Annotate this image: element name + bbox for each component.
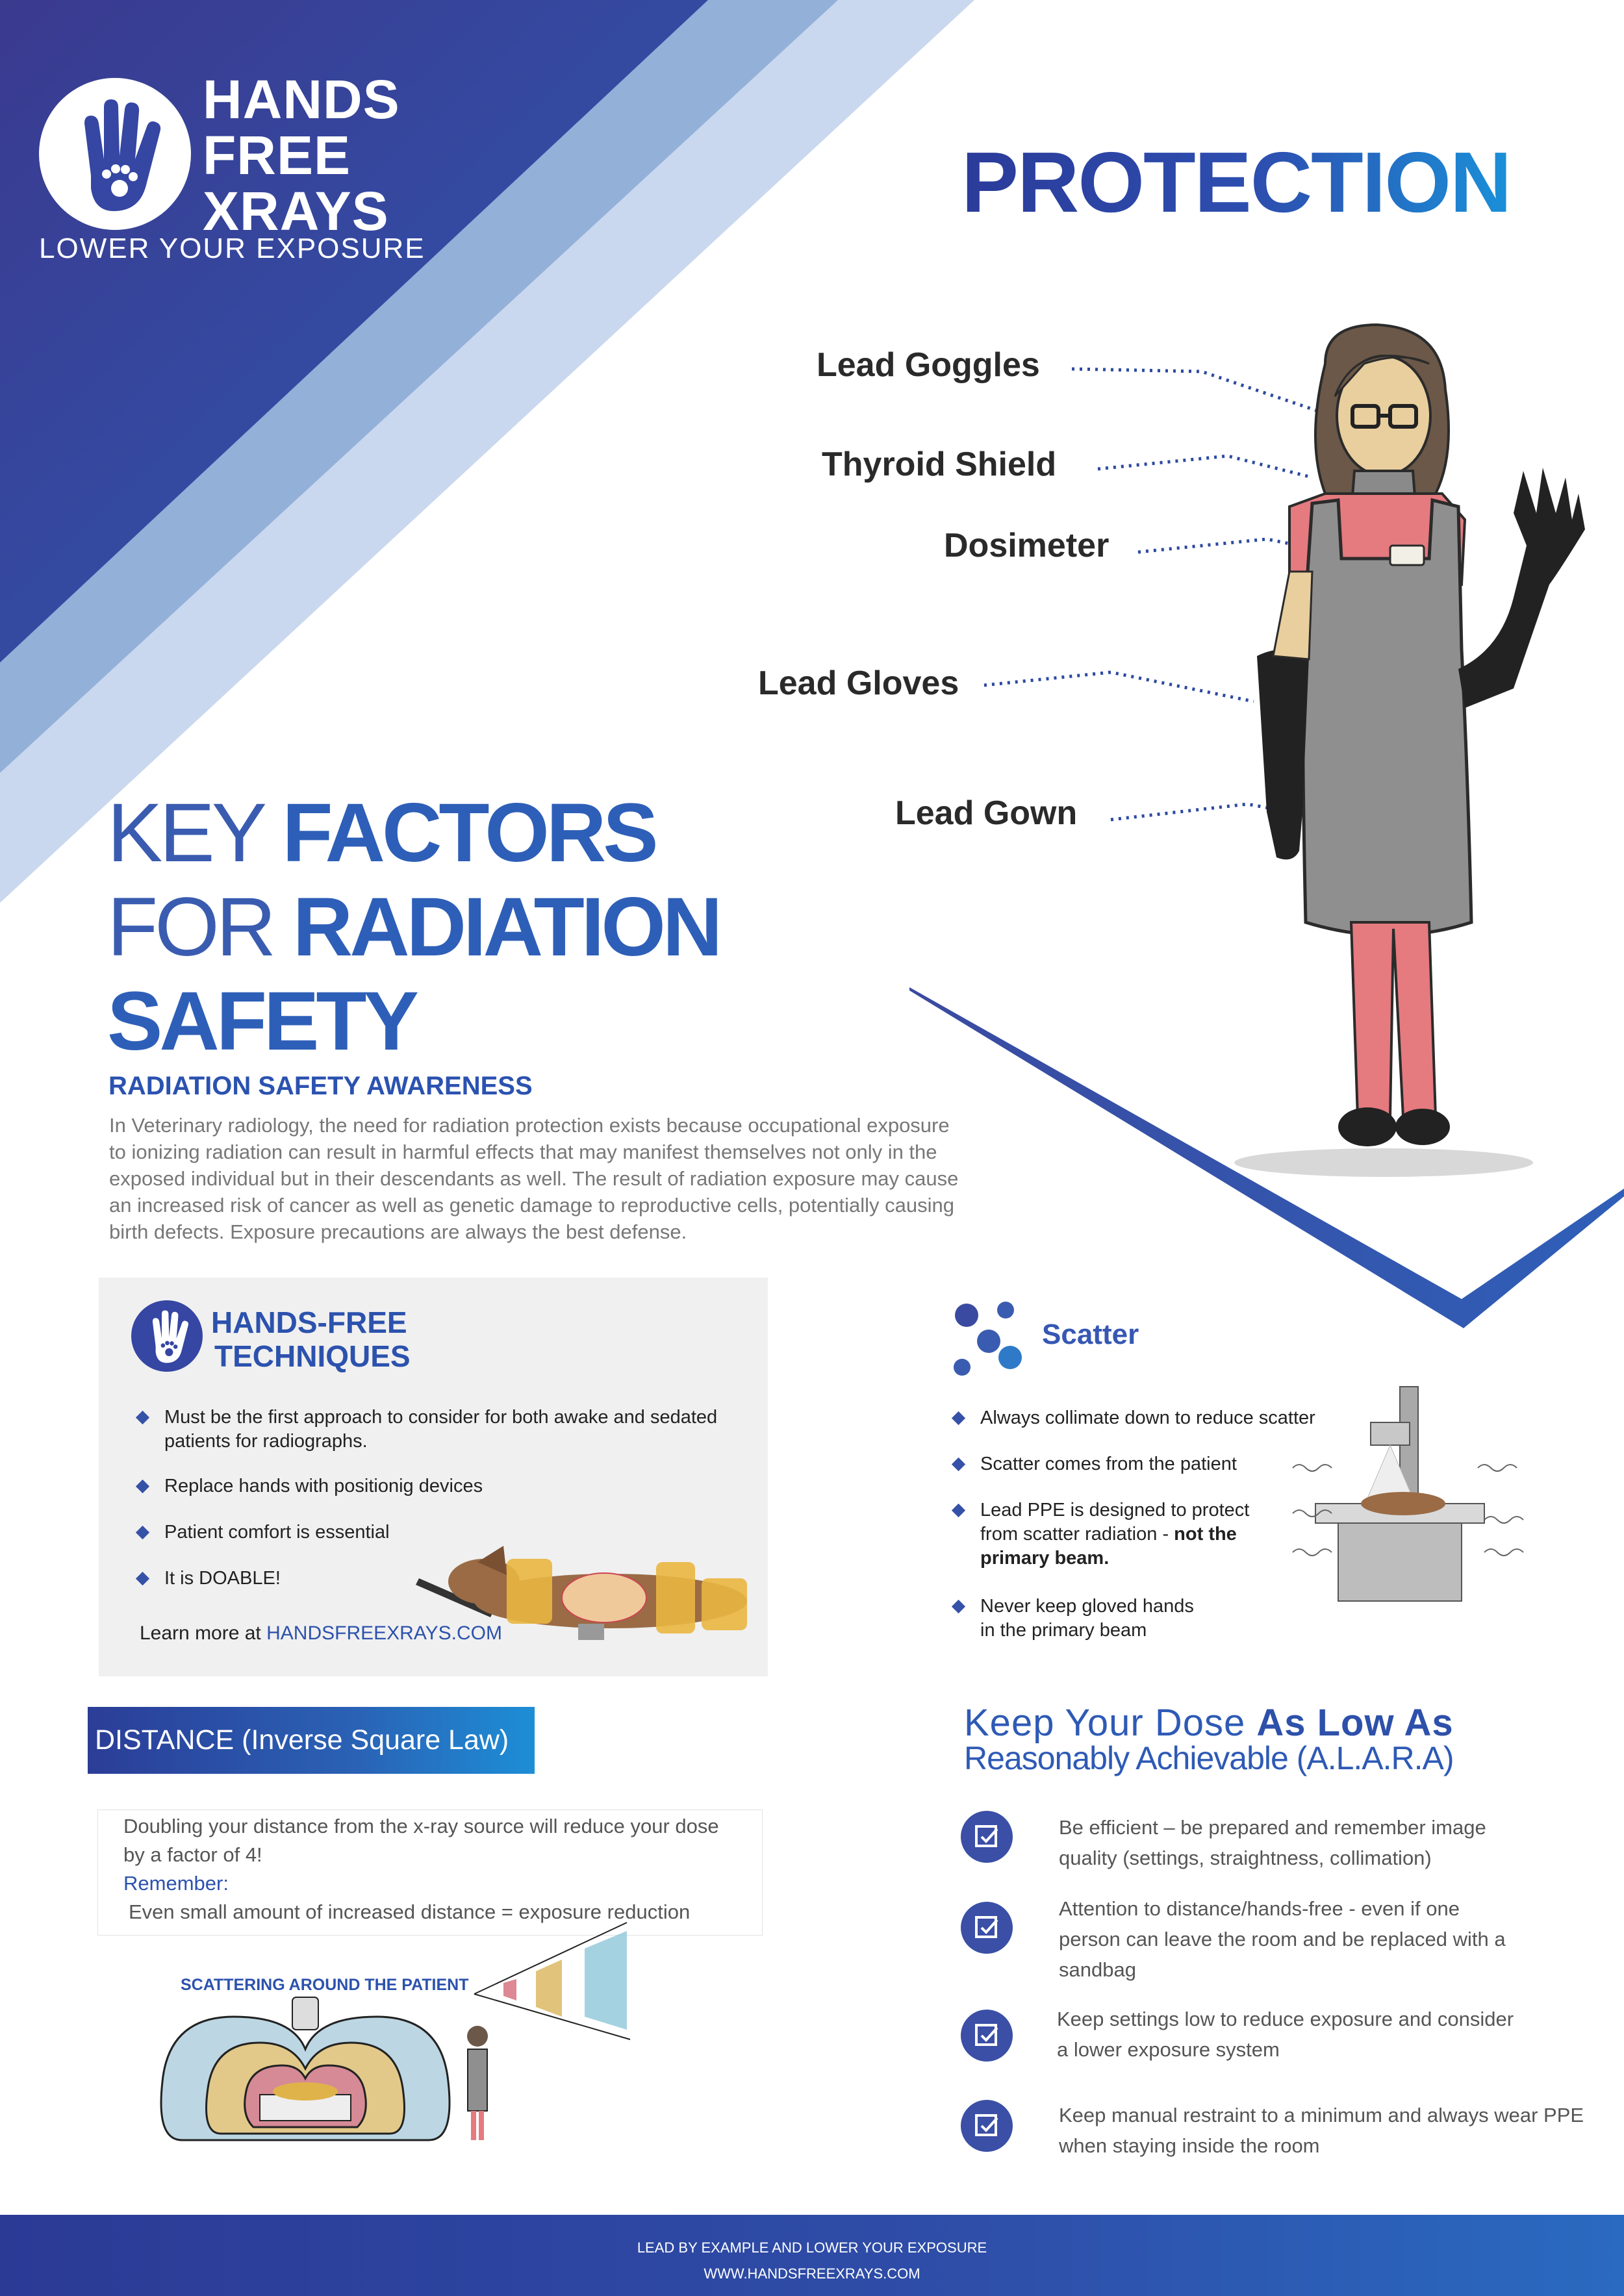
bullet-text: Lead PPE is designed to protect — [980, 1500, 1250, 1520]
bullet-diamond-icon — [136, 1526, 149, 1539]
awareness-line: an increased risk of cancer as well as genetic damage to reproductive cells, potentially causing — [109, 1194, 954, 1217]
bullet-diamond-icon — [136, 1411, 149, 1424]
bullet-text — [980, 1522, 1249, 1546]
bullet-text: patients for radiographs. — [164, 1431, 368, 1452]
xray-tube — [292, 1997, 318, 2030]
bullet-text-span: from scatter radiation - — [980, 1524, 1169, 1545]
stand — [578, 1624, 604, 1640]
lead-gown — [1302, 500, 1471, 935]
protection-title: PROTECTION — [961, 134, 1511, 230]
hands-free-badge — [131, 1300, 203, 1372]
dog-positioning-illustration — [416, 1513, 767, 1650]
bullet-text: Never keep gloved hands — [980, 1596, 1194, 1617]
distance-line: by a factor of 4! — [123, 1843, 262, 1866]
table-base — [1338, 1523, 1462, 1601]
alara-item — [1059, 2100, 1584, 2161]
checkbox-icon — [961, 2100, 1013, 2152]
xray-machine-illustration — [1289, 1383, 1536, 1630]
distance-remember: Remember: — [123, 1872, 229, 1895]
key-factors-line1: KEY FACTORS — [107, 787, 655, 879]
leader-goggles — [1072, 369, 1332, 416]
hand-paw-icon — [131, 1300, 203, 1372]
hands-free-title-1: HANDS-FREE — [211, 1306, 407, 1339]
logo-tagline: LOWER YOUR EXPOSURE — [39, 233, 425, 264]
hands-free-bullet — [138, 1520, 390, 1545]
alara-item-text: sandbag — [1059, 1958, 1136, 1981]
awareness-line: exposed individual but in their descendants as well. The result of radiation exposure may cause — [109, 1167, 959, 1190]
alara-title-line2: Reasonably Achievable (A.L.A.R.A) — [964, 1740, 1454, 1776]
alara-item-text: Keep settings low to reduce exposure and consider — [1057, 2008, 1514, 2030]
foam-wedge — [656, 1562, 695, 1634]
label-dosimeter: Dosimeter — [944, 527, 1110, 564]
bullet-text: It is DOABLE! — [164, 1568, 281, 1589]
label-lead-goggles: Lead Goggles — [817, 346, 1040, 384]
scatter-bullet — [954, 1452, 1237, 1476]
alara-item — [1059, 1893, 1506, 1985]
bullet-bold-text: primary beam. — [980, 1548, 1110, 1569]
right-lead-glove — [1458, 468, 1585, 708]
bullet-text: Patient comfort is essential — [164, 1522, 390, 1543]
dosimeter-badge — [1390, 546, 1424, 565]
bullet-text: Replace hands with positionig devices — [164, 1476, 483, 1496]
figure-shadow — [1234, 1148, 1533, 1177]
awareness-title: RADIATION SAFETY AWARENESS — [108, 1072, 533, 1100]
awareness-paragraph — [109, 1112, 958, 1245]
footer-slogan: LEAD BY EXAMPLE AND LOWER YOUR EXPOSURE — [637, 2239, 987, 2256]
scatter-title: Scatter — [1042, 1318, 1139, 1350]
bullet-bold-text: not the — [1174, 1524, 1237, 1545]
bullet-diamond-icon — [952, 1600, 965, 1613]
alara-title-line1 — [964, 1701, 1454, 1745]
alara-item-text: a lower exposure system — [1057, 2038, 1280, 2061]
alara-title-bold: As Low As — [1256, 1702, 1454, 1744]
distance-text — [123, 1812, 719, 1926]
bullet-text: Scatter comes from the patient — [980, 1454, 1237, 1474]
bullet-text: in the primary beam — [980, 1620, 1147, 1641]
logo-word-2: FREE — [203, 125, 351, 186]
alara-item-text: Keep manual restraint to a minimum and always wear PPE — [1059, 2104, 1584, 2126]
scattering-diagram — [143, 1919, 663, 2179]
distance-line: Even small amount of increased distance = exposure reduction — [129, 1900, 691, 1923]
bullet-diamond-icon — [136, 1572, 149, 1585]
bullet-diamond-icon — [952, 1457, 965, 1471]
scatter-bullet — [954, 1595, 1194, 1643]
alara-item-text: Attention to distance/hands-free - even if one — [1059, 1897, 1460, 1920]
rib-cage — [562, 1573, 646, 1622]
left-lead-glove — [1257, 650, 1309, 859]
hands-free-title-2: TECHNIQUES — [214, 1339, 411, 1373]
scatter-bullet — [954, 1498, 1249, 1571]
scatter-dots-icon — [948, 1296, 1033, 1377]
logo-word-1: HANDS — [203, 69, 400, 130]
learn-more-link[interactable]: HANDSFREEXRAYS.COM — [266, 1622, 502, 1644]
learn-more-text: Learn more at — [140, 1622, 261, 1644]
right-shoe — [1395, 1109, 1450, 1145]
scattering-diagram-title: SCATTERING AROUND THE PATIENT — [181, 1976, 469, 1994]
awareness-line: In Veterinary radiology, the need for radiation protection exists because occupational exposure — [109, 1114, 950, 1137]
distance-banner: DISTANCE (Inverse Square Law) — [88, 1707, 535, 1774]
label-lead-gloves: Lead Gloves — [758, 664, 959, 702]
hands-free-bullet — [138, 1406, 761, 1454]
alara-item-text: person can leave the room and be replaced with a — [1059, 1928, 1506, 1950]
hands-free-bullet — [138, 1474, 483, 1498]
key-factors-line2: FOR RADIATION — [107, 881, 720, 974]
checkbox-icon — [961, 1902, 1013, 1954]
bullet-text: Must be the first approach to consider for both awake and sedated — [164, 1407, 718, 1428]
inverse-square-cones — [474, 1923, 630, 2039]
checkbox-icon — [961, 2010, 1013, 2062]
alara-item — [1057, 2004, 1514, 2065]
distance-line: Doubling your distance from the x-ray source will reduce your dose — [123, 1815, 719, 1837]
foam-wedge — [507, 1559, 552, 1624]
alara-item-text: when staying inside the room — [1059, 2134, 1320, 2157]
label-lead-gown: Lead Gown — [895, 794, 1078, 832]
scatter-bullet — [954, 1406, 1315, 1430]
foam-wedge — [702, 1578, 747, 1630]
alara-item — [1059, 1812, 1486, 1873]
awareness-line: birth defects. Exposure precautions are always the best defense. — [109, 1220, 687, 1243]
hands-free-bullet — [138, 1567, 281, 1591]
alara-title-text: Keep Your Dose — [964, 1702, 1246, 1744]
staff-figure — [467, 2026, 488, 2140]
bullet-diamond-icon — [952, 1411, 965, 1425]
label-thyroid-shield: Thyroid Shield — [822, 446, 1057, 483]
tube-head — [1371, 1422, 1410, 1445]
alara-item-text: Be efficient – be prepared and remember image — [1059, 1816, 1486, 1839]
leader-thyroid — [1098, 456, 1312, 477]
checkbox-icon — [961, 1811, 1013, 1863]
patient-on-table — [273, 2082, 338, 2100]
bullet-diamond-icon — [136, 1480, 149, 1493]
left-arm — [1273, 572, 1312, 659]
alara-item-text: quality (settings, straightness, collimation) — [1059, 1847, 1432, 1869]
awareness-line: to ionizing radiation can result in harmful effects that may manifest themselves not only in the — [109, 1141, 937, 1163]
key-factors-line3: SAFETY — [107, 975, 416, 1068]
footer-url[interactable]: WWW.HANDSFREEXRAYS.COM — [704, 2265, 920, 2282]
legs — [1351, 922, 1436, 1117]
logo-word-3: XRAYS — [203, 181, 389, 242]
leader-gloves — [984, 672, 1254, 701]
bullet-diamond-icon — [952, 1504, 965, 1517]
patient-dog — [1361, 1492, 1445, 1515]
left-shoe — [1338, 1107, 1397, 1146]
bullet-text: Always collimate down to reduce scatter — [980, 1407, 1315, 1428]
